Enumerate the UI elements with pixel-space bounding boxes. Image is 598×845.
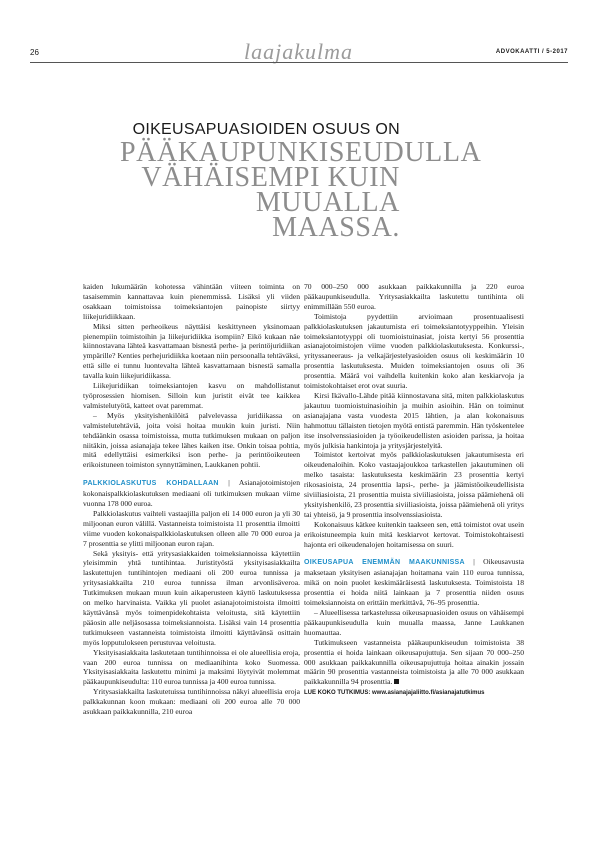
- paragraph-text: Oikeusavusta maksetaan yksityisen asianajajan hoitamana vain 110 euroa tunnissa, mikä on noin puolet keskimääräisestä laskutuksesta. Toimistoista 18 prosenttia ei hoida niitä lainkaan ja 7 prosenttia niiden osuus toimeksiannoista on erittäin merkittävä, 76–95 prosenttia.: [304, 557, 524, 608]
- section-title: laajakulma: [244, 39, 353, 64]
- paragraph: kaiden lukumäärän kohotessa vähintään viiteen toiminta on tasaisemmin kannattavaa kuin pienemmissä. Lisäksi yli viiden osakkaan toimistoissa toimeksiantojen painopiste siirtyy liikejuridiikkaan.: [83, 282, 300, 321]
- subsection-paragraph: PALKKIOLASKUTUS KOHDALLAAN | Asianajotoimistojen kokonaispalkkiolaskutuksen mediaani oli tutkimuksen mukaan viime vuonna 178 000 euroa.: [83, 478, 301, 509]
- paragraph: Kokonaisuus kätkee kuitenkin taakseen sen, että toimistot ovat usein erikoistuneempia kuin mitä keskiarvot kertovat. Toimistokohtaisesti hajonta eri oikeudenalojen hoitamisessa on suuri.: [304, 519, 524, 549]
- headline-kicker: OIKEUSAPUASIOIDEN OSUUS ON: [132, 121, 400, 138]
- source-label: LUE KOKO TUTKIMUS:: [304, 690, 371, 697]
- paragraph: Liikejuridiikan toimeksiantojen kasvu on mahdollistanut työprosessien hiomisen. Silloin kun juristit eivät tee kaikkea valmistelutyötä, katteet ovat paremmat.: [83, 381, 300, 410]
- body-column-left: [83, 282, 300, 717]
- paragraph: Miksi sitten perheoikeus näyttäisi keskittyneen yksinomaan pienempiin toimistoihin ja liikejuridiikka isompiin? Eikö kukaan näe kiinnostavana lähteä kasvattamaan bisnestä perhe- ja perintöjuridiikan ympärille? Kenties perhejuridiikka koetaan niin persoonalla tehtäväksi, että sille ei tunnu luontevalta lähteä kasvattamaan bisnestä samalla tavalla kuin liikejuridiikassa.: [83, 321, 300, 381]
- headline-deck-line: MAASSA.: [272, 212, 400, 243]
- subsection-paragraph: OIKEUSAPUA ENEMMÄN MAAKUNNISSA | Oikeusavusta maksetaan yksityisen asianajajan hoitamana vain 110 euroa tunnissa, mikä on noin puolet keskimääräisestä laskutuksesta. Toimistoista 18 prosenttia ei hoida niitä lainkaan ja 7 prosenttia niiden osuus toimeksiannoista on erittäin merkittävä, 76–95 prosenttia.: [304, 557, 524, 608]
- source-line: [304, 689, 524, 699]
- page-number: 26: [30, 48, 39, 57]
- paragraph: 70 000–250 000 asukkaan paikkakunnilla ja 220 euroa pääkaupunkiseudulla. Yritysasiakkailta laskutettu tuntihinta oli enimmillään 550 euroa.: [304, 282, 524, 311]
- page-header: [30, 40, 568, 64]
- paragraph: Palkkiolaskutus vaihteli vastaajilla paljon eli 14 000 euron ja yli 30 miljoonan euron välillä. Vastanneista toimistoista 11 prosenttia ilmoitti viime vuoden kokonaispalkkiolaskutuksen olleen alle 70 000 euroa ja 7 prosenttia se ylitti miljoonan euron rajan.: [83, 508, 300, 548]
- paragraph: Yksityisasiakkaita laskutetaan tuntihinnoissa ei ole alueellisia eroja, vaan 200 euroa tunnissa on mediaanihinta koko Suomessa. Yksityisasiakkaita laskutettu minimi ja maksimi löytyivät molemmat pääkaupunkiseudulta: 110 euroa tunnissa ja 400 euroa tunnissa.: [83, 647, 300, 687]
- subhead-legal-aid: OIKEUSAPUA ENEMMÄN MAAKUNNISSA: [304, 559, 465, 567]
- paragraph: Yritysasiakkailta laskutetuissa tuntihinnoissa näkyi alueellisia eroja palkkakunnan koon mukaan: mediaani oli 200 euroa alle 70 000 asukkaan paikkakunnilla, 210 euroa: [83, 687, 300, 717]
- magazine-issue: ADVOKAATTI / 5-2017: [495, 49, 568, 55]
- paragraph-text: Asianajotoimistojen kokonaispalkkiolaskutuksen mediaani oli tutkimuksen mukaan viime vuonna 178 000 euroa.: [83, 478, 301, 509]
- paragraph: Sekä yksityis- että yritysasiakkaiden toimeksiannoissa käytettiin yleisimmin yhtä tuntihintaa. Juristityöstä yksityisasiakkailta laskutettujen tuntihintojen mediaani oli 200 euroa tunnissa ja yritysasiakkailta 210 euroa tunnissa ilman arvonlisäveroa. Tutkimuksen mukaan muun kuin aikaperusteen käyttö laskutuksessa on melko harvinaista. Vaikka yli puolet asianajotoimistoista ilmoitti käyttävänsä myös toimenpidekohtaista veloitusta, sitä käytettiin pääosin alle neljäsosassa toimeksiannoista. Lisäksi vain 14 prosenttia tutkimukseen vastanneista toimistoista ilmoitti käyttävänsä osittain myös lopputulokseen perustuvaa veloitusta.: [83, 548, 300, 647]
- body-column-right: [304, 282, 524, 699]
- subhead-billing: PALKKIOLASKUTUS KOHDALLAAN: [83, 480, 219, 488]
- paragraph: Toimistoja pyydettiin arvioimaan prosentuaalisesti palkkiolaskutuksen jakautumista eri toimeksiantotyyppeihin. Yleisin toimeksiantotyyppi oli tuomioistuinasiat, joista kertyi 56 prosenttia asianajotoimistojen viime vuoden palkkiolaskutuksesta. Konkurssi-, yrityssaneeraus- ja velkajärjestelyasioiden osuus oli keskimäärin 10 prosenttia laskutuksesta. Muiden toimeksiantojen osuus oli 36 prosenttia. Määrä voi vaihdella kuitenkin koko alan keskiarvoja ja toimistokohtaiset erot ovat suuria.: [304, 311, 524, 391]
- paragraph: [304, 638, 524, 688]
- paragraph-text: Tutkimukseen vastanneista pääkaupunkiseudun toimistoista 38 prosenttia ei hoida lainkaan oikeusapujuttuja. Sen sijaan 70 000–250 000 asukkaan paikkakunnilla oikeusapujuttuja hoitaa ainakin jossain määrin 90 prosenttia vastanneista toimistoista ja alle 70 000 asukkaan paikkakunnilla 94 prosenttia.: [304, 637, 524, 687]
- source-link[interactable]: www.asianajajaliitto.fi/asianajatutkimus: [372, 690, 485, 697]
- headline-deck: [120, 137, 482, 243]
- headline-deck-line: PÄÄKAUPUNKISEUDULLA: [120, 137, 482, 168]
- header-rule: [30, 62, 568, 63]
- end-mark-icon: [394, 679, 399, 684]
- paragraph: – Alueellisessa tarkastelussa oikeusapuasioiden osuus on vähäisempi pääkaupunkiseudulla kuin muualla maassa, Janne Laukkanen huomauttaa.: [304, 608, 524, 637]
- headline-deck-line: VÄHÄISEMPI KUIN MUUALLA: [141, 162, 400, 218]
- headline: [120, 120, 482, 243]
- paragraph: Kirsi Ikävallo-Lähde pitää kiinnostavana sitä, miten palkkiolaskutus jakautuu tuomioistuinasioihin ja muihin asioihin. Hän on toiminut asianajajana vasta vuodesta 2015 lähtien, ja alan kokonaisuus hahmottuu tällaisten tietojen myötä entistä paremmin. Hän työskentelee itse insolvenssiasioiden ja työoikeudellisten asioiden parissa, ja hoitaa myös julkisia hankintoja ja yritysjärjestelyitä.: [304, 390, 524, 450]
- paragraph: Toimistot kertoivat myös palkkiolaskutuksen jakautumisesta eri oikeudenaloihin. Koko vastaajajoukkoa tarkastellen jakautuminen oli melko tasaista: laskutuksesta keskimäärin 23 prosenttia kertyi rikosasioista, 24 prosenttia lapsi-, perhe- ja jäämistöoikeudellisista siviiliasioista, 21 prosenttia muista siviiliasioista, joissa päämiehenä oli yksityishenkilö, 23 prosenttia siviiliasioista, joissa päämiehenä oli yritys tai yhteisö, ja 9 prosenttia insolvenssiasioista.: [304, 450, 524, 519]
- paragraph: – Myös yksityishenkilöitä palvelevassa juridiikassa on valmistelutehtäviä, joita voisi hoitaa muukin kuin juristi. Niin tehdäänkin osassa toimistoissa, mutta tutkimuksen mukaan on paljon niitäkin, joissa asianajaja tekee lähes kaiken itse. Onkin toisaa pohtia, mitä edellyttäisi esimerkiksi ison perhe- ja perintöoikeuteen erikoistuneen toimiston synnyttäminen, Laukkanen pohtii.: [83, 410, 300, 470]
